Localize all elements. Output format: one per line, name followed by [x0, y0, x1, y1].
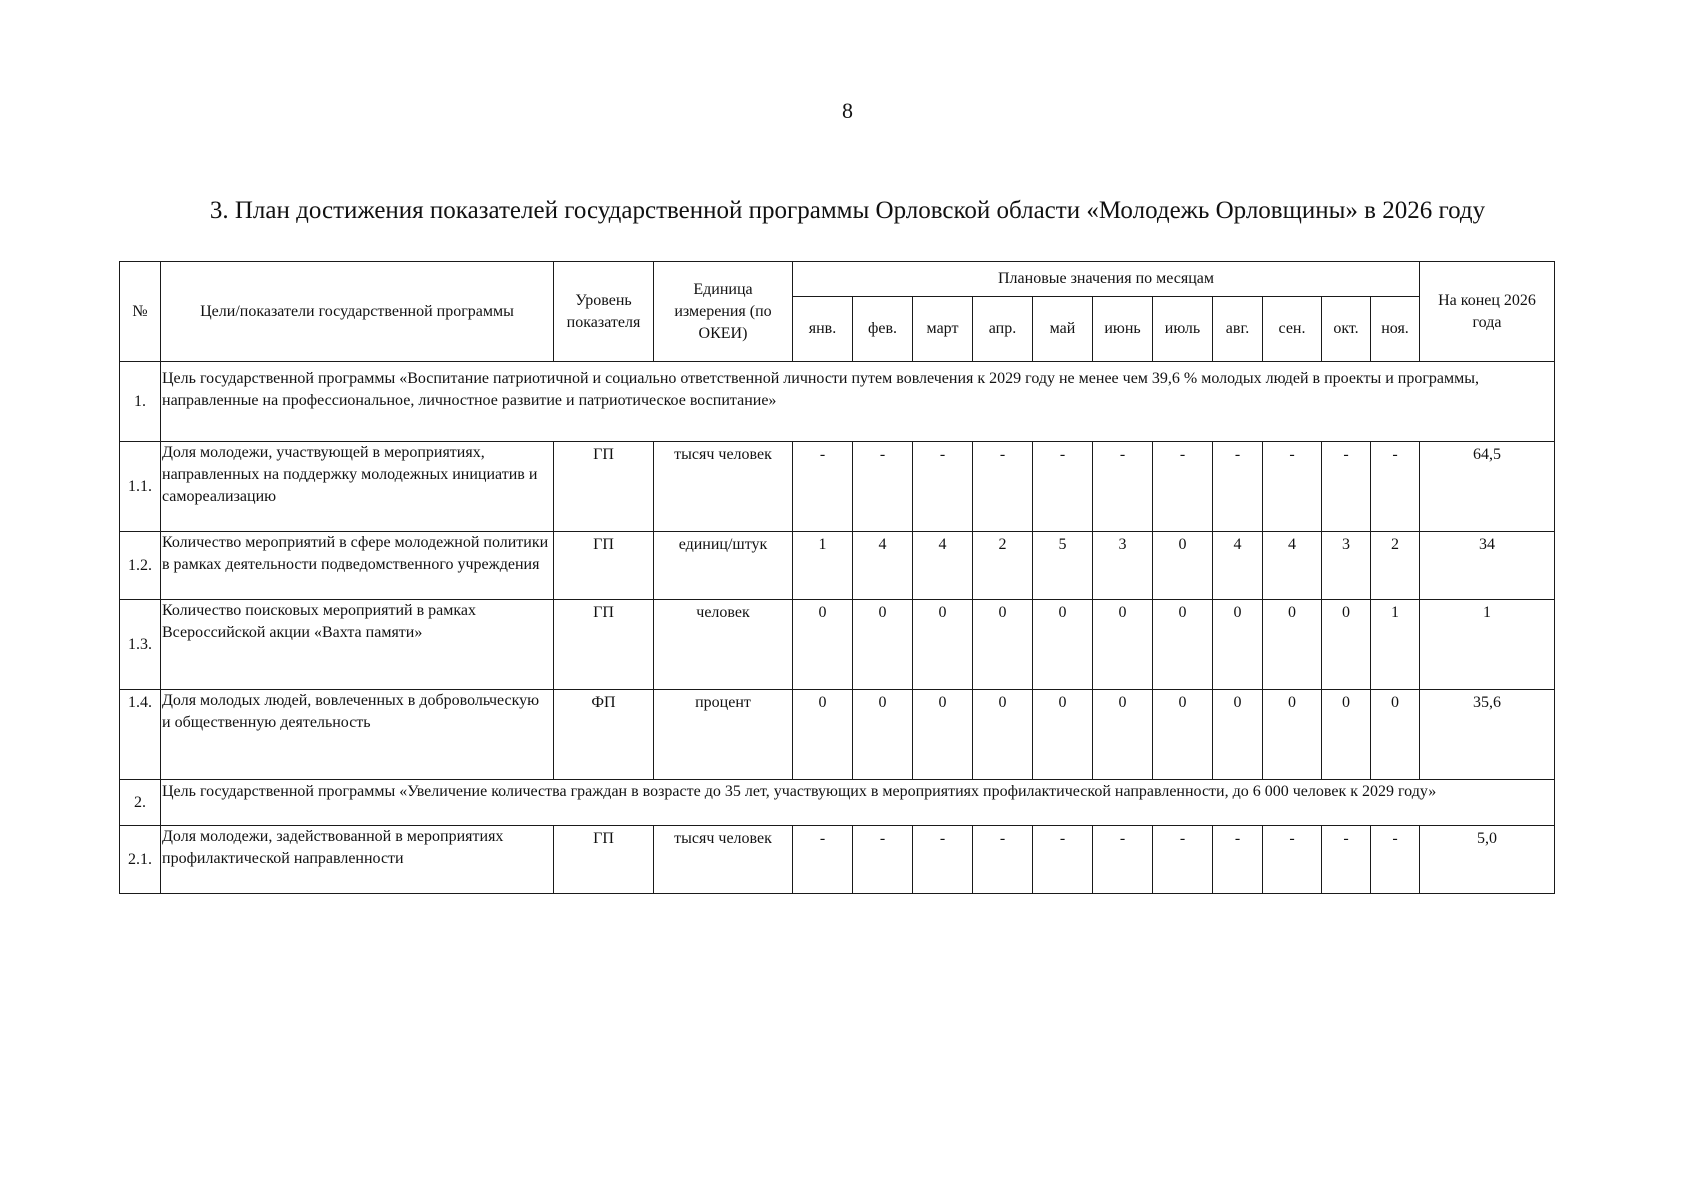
month-value: - [1213, 442, 1263, 532]
header-month: май [1033, 297, 1093, 362]
month-value: - [1263, 826, 1322, 894]
header-month: окт. [1322, 297, 1371, 362]
indicator-level: ГП [554, 600, 654, 690]
month-value: 0 [1093, 600, 1153, 690]
header-month: сен. [1263, 297, 1322, 362]
document-title: 3. План достижения показателей государственной программы Орловской области «Молодежь Орловщины» в 2026 году [209, 197, 1486, 224]
month-value: 0 [1263, 690, 1322, 780]
month-value: 3 [1322, 532, 1371, 600]
header-name: Цели/показатели государственной программы [161, 262, 554, 362]
indicator-num: 1.1. [120, 442, 161, 532]
month-value: - [853, 442, 913, 532]
table-row [120, 690, 1555, 780]
month-value: 5 [1033, 532, 1093, 600]
indicator-name: Доля молодых людей, вовлеченных в добровольческую и общественную деятельность [161, 690, 554, 780]
indicator-unit: человек [654, 600, 793, 690]
indicator-unit: тысяч человек [654, 442, 793, 532]
page-number: 8 [842, 98, 853, 123]
month-value: 1 [793, 532, 853, 600]
month-value: 0 [1213, 600, 1263, 690]
month-value: - [973, 442, 1033, 532]
indicator-num: 1.4. [120, 690, 161, 780]
indicator-unit: тысяч человек [654, 826, 793, 894]
indicator-name: Количество мероприятий в сфере молодежной политики в рамках деятельности подведомственного учреждения [161, 532, 554, 600]
month-value: 0 [853, 690, 913, 780]
indicator-num: 1.2. [120, 532, 161, 600]
goal-text: Цель государственной программы «Воспитание патриотичной и социально ответственной личности путем вовлечения к 2029 году не менее чем 39,6 % молодых людей в проекты и программы, направленные на профессиональное, личностное развитие и патриотическое воспитание» [161, 362, 1555, 442]
year-end-value: 64,5 [1420, 442, 1555, 532]
month-value: 0 [1153, 600, 1213, 690]
indicator-level: ФП [554, 690, 654, 780]
month-value: - [853, 826, 913, 894]
month-value: - [1213, 826, 1263, 894]
month-value: - [913, 826, 973, 894]
month-value: 3 [1093, 532, 1153, 600]
goal-row [120, 362, 1555, 442]
month-value: - [1033, 442, 1093, 532]
indicator-name: Количество поисковых мероприятий в рамках Всероссийской акции «Вахта памяти» [161, 600, 554, 690]
indicator-num: 1.3. [120, 600, 161, 690]
month-value: 0 [1213, 690, 1263, 780]
month-value: 0 [973, 600, 1033, 690]
month-value: 0 [1322, 600, 1371, 690]
month-value: 2 [1371, 532, 1420, 600]
table-row [120, 532, 1555, 600]
header-month: авг. [1213, 297, 1263, 362]
month-value: - [1371, 826, 1420, 894]
table-row [120, 826, 1555, 894]
month-value: 1 [1371, 600, 1420, 690]
month-value: - [1153, 826, 1213, 894]
month-value: 0 [853, 600, 913, 690]
month-value: - [793, 826, 853, 894]
month-value: 4 [913, 532, 973, 600]
month-value: 0 [1371, 690, 1420, 780]
month-value: 0 [1153, 690, 1213, 780]
month-value: 0 [1093, 690, 1153, 780]
month-value: 4 [853, 532, 913, 600]
month-value: 0 [1033, 600, 1093, 690]
month-value: 0 [1153, 532, 1213, 600]
indicator-name: Доля молодежи, участвующей в мероприятиях, направленных на поддержку молодежных инициатив и самореализацию [161, 442, 554, 532]
header-month: март [913, 297, 973, 362]
indicator-unit: единиц/штук [654, 532, 793, 600]
header-year-end: На конец 2026 года [1420, 262, 1555, 362]
goal-num: 1. [120, 362, 161, 442]
plan-table [119, 261, 1555, 894]
table-body [120, 362, 1555, 894]
month-value: - [913, 442, 973, 532]
indicator-num: 2.1. [120, 826, 161, 894]
indicator-name: Доля молодежи, задействованной в мероприятиях профилактической направленности [161, 826, 554, 894]
indicator-level: ГП [554, 442, 654, 532]
goal-num: 2. [120, 780, 161, 826]
goal-row [120, 780, 1555, 826]
month-value: - [793, 442, 853, 532]
month-value: 0 [1263, 600, 1322, 690]
month-value: 0 [973, 690, 1033, 780]
month-value: 0 [793, 690, 853, 780]
year-end-value: 5,0 [1420, 826, 1555, 894]
month-value: - [973, 826, 1033, 894]
header-unit: Единица измерения (по ОКЕИ) [654, 262, 793, 362]
header-num: № [120, 262, 161, 362]
indicator-unit: процент [654, 690, 793, 780]
month-value: - [1371, 442, 1420, 532]
header-level: Уровень показателя [554, 262, 654, 362]
month-value: - [1033, 826, 1093, 894]
header-plan-by-months: Плановые значения по месяцам [793, 262, 1420, 297]
month-value: 0 [793, 600, 853, 690]
month-value: 0 [1322, 690, 1371, 780]
table-row [120, 600, 1555, 690]
month-value: - [1093, 826, 1153, 894]
month-value: - [1263, 442, 1322, 532]
table-header [120, 262, 1555, 362]
header-month: фев. [853, 297, 913, 362]
header-month: янв. [793, 297, 853, 362]
month-value: 0 [913, 600, 973, 690]
month-value: - [1322, 826, 1371, 894]
month-value: 0 [913, 690, 973, 780]
year-end-value: 34 [1420, 532, 1555, 600]
header-month: июль [1153, 297, 1213, 362]
year-end-value: 1 [1420, 600, 1555, 690]
month-value: - [1322, 442, 1371, 532]
month-value: 4 [1263, 532, 1322, 600]
header-month: апр. [973, 297, 1033, 362]
month-value: 2 [973, 532, 1033, 600]
goal-text: Цель государственной программы «Увеличение количества граждан в возрасте до 35 лет, участвующих в мероприятиях профилактической направленности, до 6 000 человек к 2029 году» [161, 780, 1555, 826]
month-value: - [1093, 442, 1153, 532]
header-month: ноя. [1371, 297, 1420, 362]
month-value: - [1153, 442, 1213, 532]
indicator-level: ГП [554, 532, 654, 600]
year-end-value: 35,6 [1420, 690, 1555, 780]
month-value: 4 [1213, 532, 1263, 600]
month-value: 0 [1033, 690, 1093, 780]
indicator-level: ГП [554, 826, 654, 894]
header-month: июнь [1093, 297, 1153, 362]
table-row [120, 442, 1555, 532]
